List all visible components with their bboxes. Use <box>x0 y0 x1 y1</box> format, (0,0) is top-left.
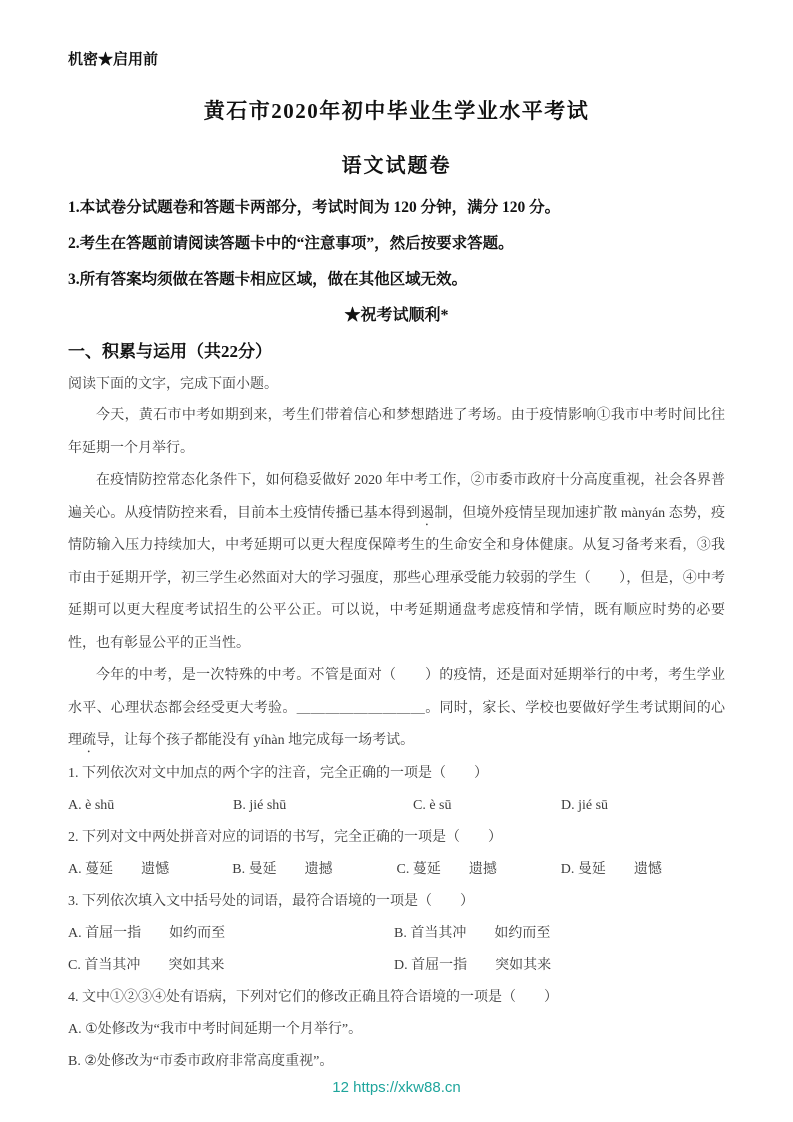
question-2-option-d: D. 曼延 遗憾 <box>560 861 662 877</box>
question-3-option-a: A. 首屈一指 如约而至 <box>68 925 226 941</box>
question-1-stem: 1. 下列依次对文中加点的两个字的注音，完全正确的一项是（ ） <box>68 765 488 781</box>
emphasized-char-e: 遏 <box>420 505 435 521</box>
confidential-label: 机密★启用前 <box>68 52 159 68</box>
question-1-option-b: B. jié shū <box>233 797 287 813</box>
paper-subtitle: 语文试题卷 <box>341 155 452 177</box>
instruction-1: 1.本试卷分试题卷和答题卡两部分，考试时间为 120 分钟，满分 120 分。 <box>68 199 561 216</box>
paragraph-3-text-a: 今年的中考，是一次特殊的中考。不管是面对（ ）的疫情，还是面对延期举行的中考，考生学业水平、心理状态都会经受更大考验。＿＿＿＿＿＿＿＿＿。同时，家长、学校也要做好学生考试期间的心理 <box>68 668 725 748</box>
question-4 <box>68 982 725 1079</box>
reading-paragraph-3 <box>68 660 725 758</box>
question-2-option-b: B. 曼延 遗撼 <box>232 861 333 877</box>
instruction-3: 3.所有答案均须做在答题卡相应区域，做在其他区域无效。 <box>68 271 468 288</box>
footer-watermark: 12 https://xkw88.cn <box>332 1079 461 1096</box>
exam-title: 黄石市2020年初中毕业生学业水平考试 <box>203 99 590 123</box>
question-3-options-row-2 <box>68 950 725 982</box>
question-4-option-b: B. ②处修改为“市委市政府非常高度重视”。 <box>68 1054 334 1069</box>
reading-paragraph-1: 今天，黄石市中考如期到来，考生们带着信心和梦想踏进了考场。由于疫情影响①我市中考时间比往年延期一个月举行。 <box>68 408 725 456</box>
question-2-option-c: C. 蔓延 遗撼 <box>396 861 497 877</box>
question-3 <box>68 886 725 982</box>
exam-wish: ★祝考试顺利* <box>344 307 449 324</box>
question-3-stem: 3. 下列依次填入文中括号处的词语，最符合语境的一项是（ ） <box>68 893 474 909</box>
paragraph-2-text-b: 制，但境外疫情呈现加速扩散 mànyán 态势，疫情防输入压力持续加大，中考延期可以更大程度保障考生的生命安全和身体健康。从复习备考来看，③我市由于延期开学，初三学生必然面对大的学习强度，那些心理承受能力较弱的学生（ ），但是，④中考延期可以更大程度考试招生的公平公正。可以说，中考延期通盘考虑疫情和学情，既有顺应时势的必要性，也有彰显公平的正当性。 <box>68 505 726 651</box>
question-2-option-a: A. 蔓延 遗憾 <box>68 861 170 877</box>
reading-paragraph-2 <box>68 465 725 660</box>
emphasized-char-shu: 疏 <box>82 733 96 748</box>
question-3-option-c: C. 首当其冲 突如其来 <box>68 957 225 973</box>
question-3-options-row-1 <box>68 918 725 950</box>
instruction-2: 2.考生在答题前请阅读答题卡中的“注意事项”，然后按要求答题。 <box>68 235 514 252</box>
reading-intro: 阅读下面的文字，完成下面小题。 <box>68 377 278 392</box>
question-4-stem: 4. 文中①②③④处有语病，下列对它们的修改正确且符合语境的一项是（ ） <box>68 989 558 1005</box>
question-2-options <box>68 854 725 886</box>
question-2 <box>68 822 725 886</box>
paragraph-2-text-a: 在疫情防控常态化条件下，如何稳妥做好 2020 年中考工作，②市委市政府十分高度重视，社会各界普遍关心。从疫情防控来看，目前本土疫情传播已基本得到 <box>68 473 725 521</box>
question-1 <box>68 758 725 822</box>
question-1-option-c: C. è sū <box>413 797 452 813</box>
question-3-option-b: B. 首当其冲 如约而至 <box>394 925 551 941</box>
question-2-stem: 2. 下列对文中两处拼音对应的词语的书写，完全正确的一项是（ ） <box>68 829 502 845</box>
question-1-option-a: A. è shū <box>68 797 115 813</box>
section-heading: 一、积累与运用（共22分） <box>68 342 272 361</box>
question-4-option-a: A. ①处修改为“我市中考时间延期一个月举行”。 <box>68 1021 363 1037</box>
question-1-option-d: D. jié sū <box>561 797 609 813</box>
question-1-options <box>68 790 725 822</box>
paragraph-3-text-b: 导，让每个孩子都能没有 yíhàn 地完成每一场考试。 <box>96 733 415 748</box>
question-3-option-d: D. 首屈一指 突如其来 <box>394 957 552 973</box>
